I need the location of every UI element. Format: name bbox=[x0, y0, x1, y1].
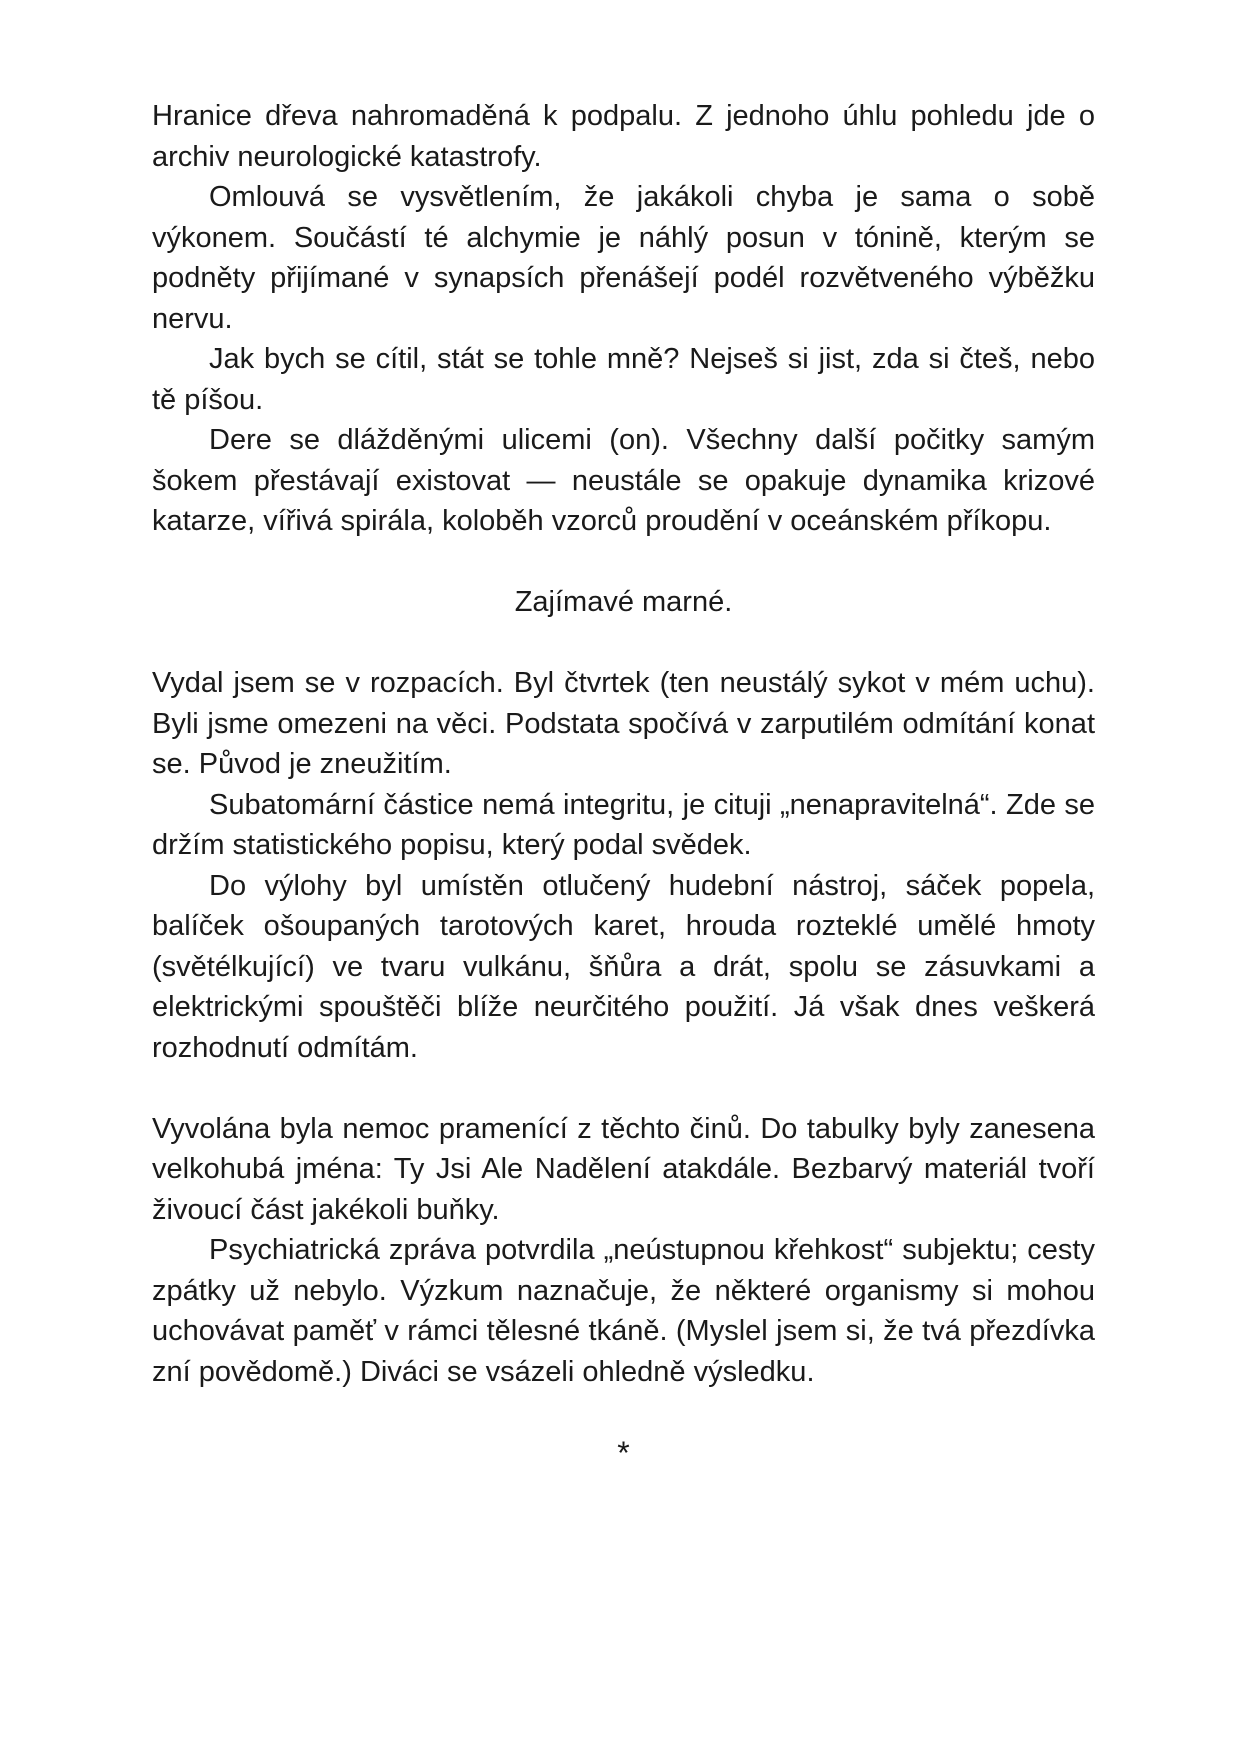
blank-line bbox=[152, 542, 1095, 583]
paragraph-s3-2: Psychiatrická zpráva potvrdila „neústupnou křehkost“ subjektu; cesty zpátky už nebylo. Výzkum naznačuje, že některé organismy si mohou uchovávat paměť v rámci tělesné tkáně. (Myslel jsem si, že tvá přezdívka zní povědomě.) Diváci se vsázeli ohledně výsledku. bbox=[152, 1234, 1095, 1388]
paragraph-s2-1: Vydal jsem se v rozpacích. Byl čtvrtek (ten neustálý sykot v mém uchu). Byli jsme omezeni na věci. Podstata spočívá v zarputilém odmítání konat se. Původ je zneužitím. bbox=[152, 667, 1095, 780]
centered-line: Zajímavé marné. bbox=[514, 586, 733, 618]
section-separator: * bbox=[617, 1434, 630, 1471]
blank-line bbox=[152, 623, 1095, 664]
paragraph-s1-3: Jak bych se cítil, stát se tohle mně? Nejseš si jist, zda si čteš, nebo tě píšou. bbox=[152, 343, 1095, 416]
paragraph-s1-4: Dere se dlážděnými ulicemi (on). Všechny další počitky samým šokem přestávají existovat — neustále se opakuje dynamika krizové katarze, vířivá spirála, koloběh vzorců proudění v oceánském příkopu. bbox=[152, 424, 1095, 537]
paragraph-s2-3: Do výlohy byl umístěn otlučený hudební nástroj, sáček popela, balíček ošoupaných tarotových karet, hrouda rozteklé umělé hmoty (světélkující) ve tvaru vulkánu, šňůra a drát, spolu se zásuvkami a elektrickými spouštěči blíže neurčitého použití. Já však dnes veškerá rozhodnutí odmítám. bbox=[152, 869, 1095, 1064]
paragraph-s3-1: Vyvolána byla nemoc pramenící z těchto činů. Do tabulky byly zanesena velkohubá jména: Ty Jsi Ale Nadělení atakdále. Bezbarvý materiál tvoří živoucí část jakékoli buňky. bbox=[152, 1112, 1095, 1226]
blank-line bbox=[152, 1068, 1095, 1109]
paragraph-s1-2: Omlouvá se vysvětlením, že jakákoli chyba je sama o sobě výkonem. Součástí té alchymie je náhlý posun v tónině, kterým se podněty přijímané v synapsích přenášejí podél rozvětveného výběžku nervu. bbox=[152, 181, 1095, 335]
paragraph-s1-1: Hranice dřeva nahromaděná k podpalu. Z jednoho úhlu pohledu jde o archiv neurologické katastrofy. bbox=[152, 100, 1095, 173]
document-page bbox=[152, 96, 1095, 1473]
blank-line bbox=[152, 1392, 1095, 1433]
paragraph-s2-2: Subatomární částice nemá integritu, je cituji „nenapravitelná“. Zde se držím statistického popisu, který podal svědek. bbox=[152, 788, 1095, 861]
